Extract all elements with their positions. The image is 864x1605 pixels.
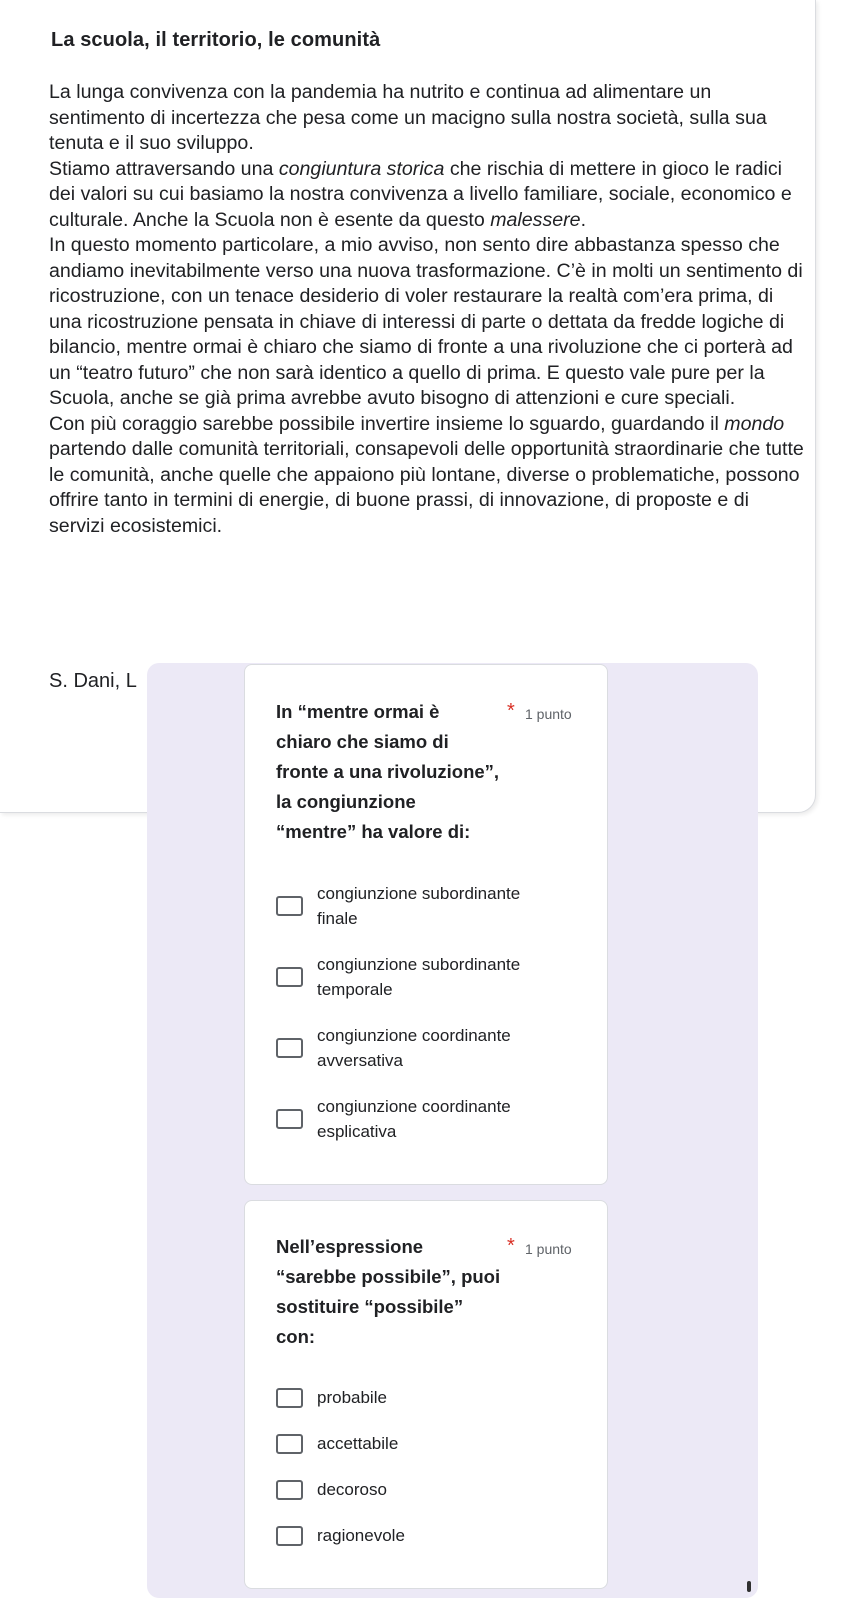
- option-label-line: congiunzione subordinante: [317, 884, 521, 903]
- article-emphasis: malessere: [490, 208, 581, 231]
- question-title: [276, 1232, 506, 1352]
- question-title-line: “sarebbe possibile”, puoi: [276, 1266, 501, 1287]
- option-finale[interactable]: [276, 881, 562, 931]
- checkbox[interactable]: [276, 1038, 303, 1058]
- question-title-line: la congiunzione: [276, 791, 416, 812]
- option-label: probabile: [317, 1388, 387, 1407]
- checkbox[interactable]: [276, 1526, 303, 1546]
- option-label: decoroso: [317, 1480, 387, 1499]
- option-label-line: esplicativa: [317, 1122, 397, 1141]
- article-text: che rischia di mettere in gioco le radici dei valori su cui basiamo la nostra convivenza a livello familiare, sociale, economico e culturale. Anche la Scuola non è esente da questo: [49, 157, 792, 231]
- option-label-line: temporale: [317, 980, 393, 999]
- article-paragraph: [49, 412, 809, 540]
- question-title-line: chiaro che siamo di: [276, 731, 449, 752]
- points-label: 1 punto: [525, 706, 572, 722]
- question-title-line: fronte a una rivoluzione”,: [276, 761, 500, 782]
- question-title: [276, 697, 506, 847]
- article-text: In questo momento particolare, a mio avviso, non sento dire abbastanza spesso che andiamo inevitabilmente verso una nuova trasformazione. C’è in molti un sentimento di ricostruzione, con un tenace desiderio di voler restaurare la realtà com’era prima, di una ricostruzione pensata in chiave di interessi di parte o dettata da fredde logiche di bilancio, mentre ormai è chiaro che siamo di fronte a una rivoluzione che ci porterà ad un “teatro futuro” che non sarà identico a quello di prima. E questo vale pure per la Scuola, anche se già prima avrebbe avuto bisogno di attenzioni e cure speciali.: [49, 234, 803, 409]
- checkbox[interactable]: [276, 1109, 303, 1129]
- question-title-line: sostituire “possibile”: [276, 1296, 464, 1317]
- question-card: [244, 664, 608, 1185]
- option-label: [317, 952, 562, 1002]
- option-label-line: congiunzione subordinante: [317, 955, 521, 974]
- article-text: partendo dalle comunità territoriali, consapevoli delle opportunità straordinarie che tutte le comunità, anche quelle che appaiono più lontane, diverse o problematiche, possono offrire tanto in termini di energie, di buone prassi, di innovazione, di proposte e di servizi ecosistemici.: [49, 438, 804, 537]
- option-label-line: congiunzione coordinante: [317, 1026, 511, 1045]
- option-label-line: finale: [317, 909, 358, 928]
- option-accettabile[interactable]: [276, 1431, 562, 1456]
- question-card: [244, 1200, 608, 1589]
- article-emphasis: congiuntura storica: [278, 157, 445, 180]
- option-esplicativa[interactable]: [276, 1094, 562, 1144]
- question-title-line: In “mentre ormai è: [276, 701, 440, 722]
- option-label: ragionevole: [317, 1526, 405, 1545]
- article-text: .: [580, 208, 587, 231]
- checkbox[interactable]: [276, 896, 303, 916]
- article-title: La scuola, il territorio, le comunità: [51, 29, 381, 51]
- checkbox[interactable]: [276, 967, 303, 987]
- option-ragionevole[interactable]: [276, 1523, 562, 1548]
- checkbox[interactable]: [276, 1480, 303, 1500]
- scroll-indicator: [747, 1581, 751, 1592]
- article-body: [49, 80, 809, 539]
- required-asterisk: *: [507, 700, 515, 722]
- article-paragraph: [49, 80, 809, 157]
- article-text: La lunga convivenza con la pandemia ha nutrito e continua ad alimentare un sentimento di incertezza che pesa come un macigno sulla nostra società, sulla sua tenuta e il suo sviluppo.: [49, 81, 767, 154]
- question-title-line: Nell’espressione: [276, 1236, 424, 1257]
- option-temporale[interactable]: [276, 952, 562, 1002]
- checkbox[interactable]: [276, 1434, 303, 1454]
- option-label: [317, 1023, 562, 1073]
- article-emphasis: mondo: [724, 412, 785, 435]
- option-label: accettabile: [317, 1434, 399, 1453]
- points-label: 1 punto: [525, 1241, 572, 1257]
- article-source: S. Dani, L: [49, 670, 137, 692]
- article-text: Con più coraggio sarebbe possibile invertire insieme lo sguardo, guardando il: [49, 412, 725, 435]
- article-paragraph: [49, 233, 809, 412]
- article-paragraph: [49, 157, 809, 234]
- option-decoroso[interactable]: [276, 1477, 562, 1502]
- option-label-line: avversativa: [317, 1051, 403, 1070]
- option-label: [317, 1094, 562, 1144]
- checkbox[interactable]: [276, 1388, 303, 1408]
- option-label: [317, 881, 562, 931]
- option-probabile[interactable]: [276, 1385, 562, 1410]
- question-title-line: “mentre” ha valore di:: [276, 821, 471, 842]
- option-label-line: congiunzione coordinante: [317, 1097, 511, 1116]
- article-text: Stiamo attraversando una: [49, 157, 279, 180]
- option-avversativa[interactable]: [276, 1023, 562, 1073]
- required-asterisk: *: [507, 1235, 515, 1257]
- question-title-line: con:: [276, 1326, 316, 1347]
